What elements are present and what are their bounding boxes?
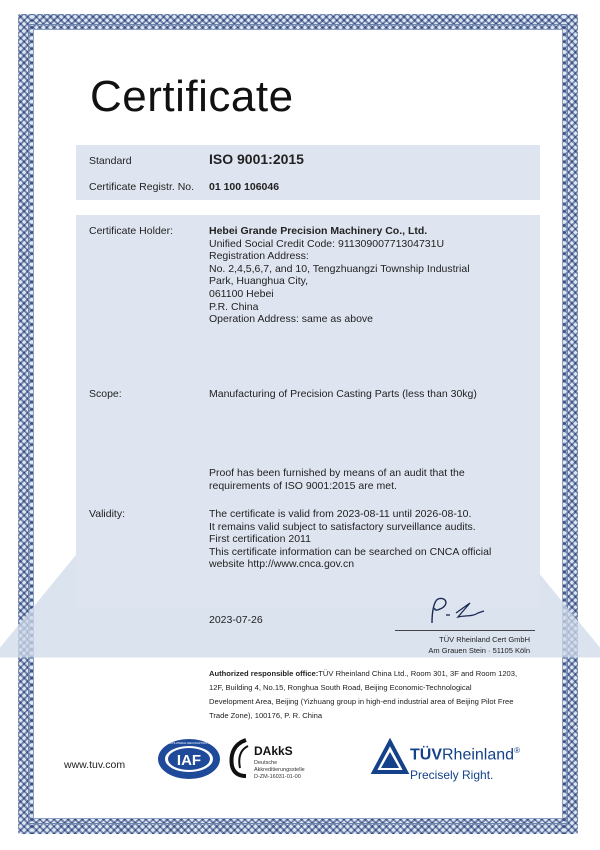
proof-line: Proof has been furnished by means of an audit that the: [209, 467, 465, 479]
dakks-line: Deutsche: [254, 760, 278, 766]
dakks-text: DAkkS: [254, 744, 293, 758]
issuer-block: [385, 634, 530, 656]
tuv-logo: [372, 740, 520, 782]
holder-name: Hebei Grande Precision Machinery Co., Ltd.: [209, 225, 428, 237]
registration-value: 01 100 106046: [209, 181, 280, 193]
validity-block: [209, 508, 491, 571]
holder-line: No. 2,4,5,6,7, and 10, Tengzhuangzi Township Industrial: [209, 262, 470, 275]
tuv-triangle-icon: [372, 740, 408, 776]
holder-line: P.R. China: [209, 300, 259, 313]
dakks-line: Akkreditierungsstelle: [254, 767, 305, 773]
holder-line: Operation Address: same as above: [209, 313, 374, 326]
holder-line: Park, Huanghua City,: [209, 275, 309, 288]
holder-label: Certificate Holder:: [89, 225, 174, 237]
tuv-registered-mark: ®: [514, 746, 520, 755]
iaf-ring-text: MEMBER OF MULTILATERAL RECOGNITION ARRANGEMENT: [148, 741, 230, 745]
authorized-line: Trade Zone), 100176, P. R. China: [209, 711, 323, 720]
registration-label: Certificate Registr. No.: [89, 181, 195, 193]
tuv-brand-rest: Rheinland: [442, 746, 515, 764]
holder-line: 061100 Hebei: [209, 287, 274, 300]
tuv-slogan: Precisely Right.: [410, 768, 494, 782]
authorized-line: TÜV Rheinland China Ltd., Room 301, 3F and Room 1203,: [318, 669, 518, 678]
issue-date: 2023-07-26: [209, 614, 263, 626]
validity-label: Validity:: [89, 508, 125, 520]
signature-line: [395, 630, 535, 631]
dakks-line: D-ZM-16031-01-00: [254, 774, 301, 780]
issuer-address: Am Grauen Stein · 51105 Köln: [428, 646, 530, 655]
scope-value: Manufacturing of Precision Casting Parts (less than 30kg): [209, 388, 477, 400]
authorized-label: Authorized responsible office:: [209, 669, 319, 678]
dakks-emblem-icon: [226, 738, 252, 778]
signature-icon: [418, 593, 498, 629]
dakks-logo: [226, 738, 366, 783]
validity-line: First certification 2011: [209, 533, 311, 546]
iaf-logo-icon: [148, 737, 230, 781]
proof-line: requirements of ISO 9001:2015 are met.: [209, 479, 397, 492]
authorized-line: 12F, Building 4, No.15, Ronghua South Road, Beijing Economic-Technological: [209, 683, 472, 692]
holder-line: Unified Social Credit Code: 91130900771304731U: [209, 237, 445, 250]
validity-line: website http://www.cnca.gov.cn: [209, 558, 355, 571]
standard-value: ISO 9001:2015: [209, 151, 304, 167]
issuer-name: TÜV Rheinland Cert GmbH: [439, 635, 530, 644]
authorized-office: [209, 667, 549, 723]
website-link[interactable]: www.tuv.com: [64, 759, 126, 771]
holder-line: Registration Address:: [209, 250, 309, 263]
proof-statement: [209, 467, 465, 492]
validity-line: The certificate is valid from 2023-08-11 until 2026-08-10.: [209, 508, 472, 520]
standard-label: Standard: [89, 155, 132, 167]
certificate-title: Certificate: [90, 72, 294, 121]
tuv-brand: [410, 746, 520, 764]
validity-line: This certificate information can be searched on CNCA official: [209, 545, 492, 558]
iaf-text: IAF: [176, 752, 202, 769]
scope-label: Scope:: [89, 388, 122, 400]
dakks-subtext: [254, 760, 374, 781]
tuv-brand-bold: TÜV: [410, 746, 442, 764]
authorized-line: Development Area, Beijing (Yizhuang group in high-end industrial area of Beijing Pilot Free: [209, 697, 514, 706]
validity-line: It remains valid subject to satisfactory surveillance audits.: [209, 520, 476, 533]
holder-block: [209, 225, 470, 326]
